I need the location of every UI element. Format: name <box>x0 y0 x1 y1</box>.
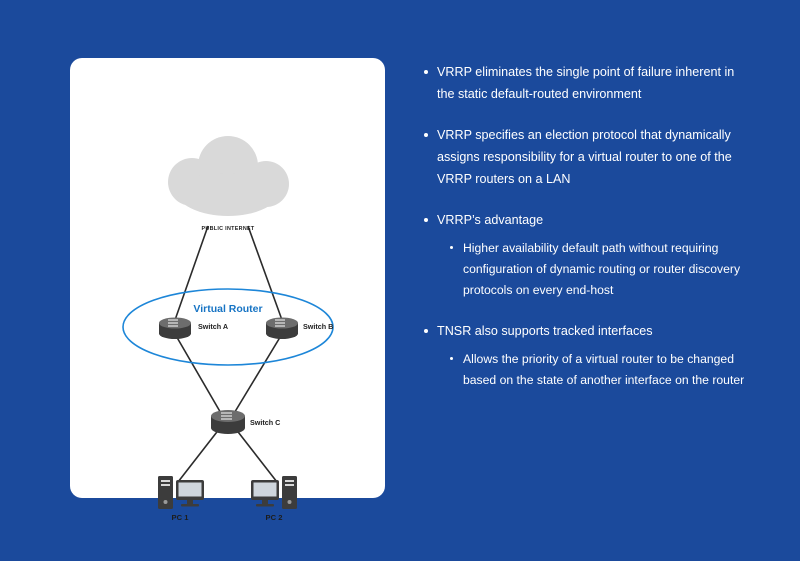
switch-a-label: Switch A <box>198 322 229 331</box>
link-switch-c-pc2 <box>235 428 277 482</box>
bullet-content <box>424 62 754 411</box>
sub-bullet-list <box>424 349 754 391</box>
network-diagram <box>70 58 385 522</box>
pc2-label: PC 2 <box>265 513 283 522</box>
cloud-label: PUBLIC INTERNET <box>201 226 255 232</box>
switch-c-icon <box>211 410 245 434</box>
pc1-label: PC 1 <box>171 513 189 522</box>
bullet-item: VRRP eliminates the single point of failure inherent in the static default-routed environment <box>424 62 754 105</box>
switch-a-icon <box>159 318 191 340</box>
sub-bullet-item: Higher availability default path without requiring configuration of dynamic routing or router discovery protocols on every end-host <box>450 238 754 301</box>
switch-c-label: Switch C <box>250 418 281 427</box>
sub-bullet-item: Allows the priority of a virtual router to be changed based on the state of another interface on the router <box>450 349 754 391</box>
bullet-item: VRRP’s advantage <box>424 210 754 232</box>
switch-b-label: Switch B <box>303 322 334 331</box>
switch-b-icon <box>266 318 298 340</box>
bullet-item: TNSR also supports tracked interfaces <box>424 321 754 343</box>
link-switch-c-pc1 <box>178 428 220 482</box>
sub-bullet-list <box>424 238 754 301</box>
network-diagram-card <box>70 58 385 522</box>
link-switch-a-switch-c <box>175 334 222 415</box>
pc1-icon <box>158 476 204 509</box>
public-internet-cloud-icon <box>168 136 289 216</box>
virtual-router-label: Virtual Router <box>193 303 263 315</box>
bullet-item: VRRP specifies an election protocol that dynamically assigns responsibility for a virtual router to one of the VRRP routers on a LAN <box>424 125 754 190</box>
link-switch-b-switch-c <box>233 334 282 415</box>
pc2-icon <box>251 476 297 509</box>
